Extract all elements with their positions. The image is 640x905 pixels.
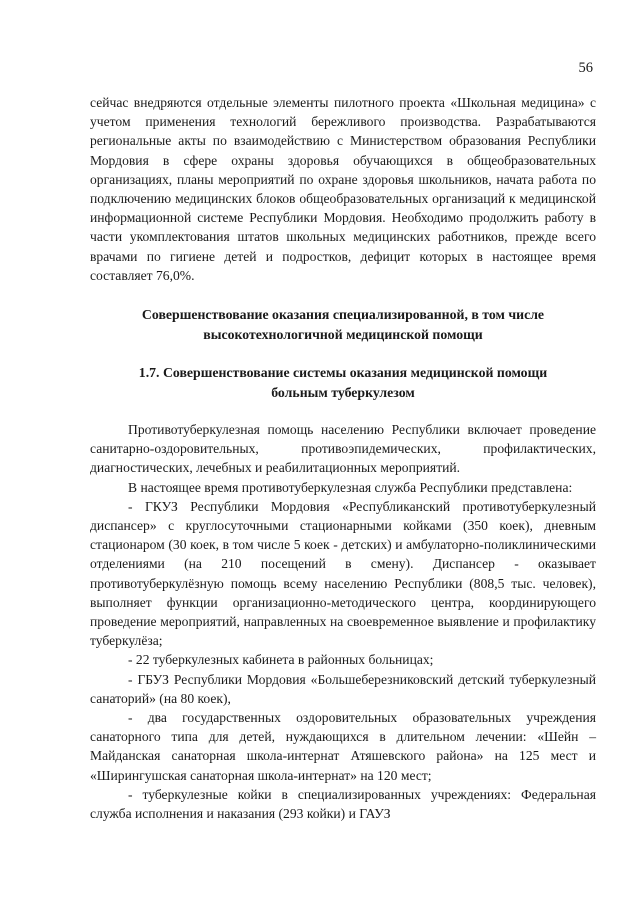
body-paragraph: Противотуберкулезная помощь населению Республики включает проведение санитарно-оздоровительных, противоэпидемических, профилактических, диагностических, лечебных и реабилитационных мероприятий. [90,422,596,476]
list-item: - ГБУЗ Республики Мордовия «Большеберезниковский детский туберкулезный санаторий» (на 80 коек), [90,671,596,706]
section-heading-line-1: Совершенствование оказания специализированной, в том числе [141,307,545,323]
page-number: 56 [578,60,593,76]
intro-paragraph: сейчас внедряются отдельные элементы пилотного проекта «Школьная медицина» с учетом применения технологий бережливого производства. Разрабатываются региональные акты по взаимодействию с Министерством образования Республики Мордовия в сфере охраны здоровья обучающихся в общеобразовательных организациях, планы мероприятий по охране здоровья школьников, начата работа по подключению медицинских блоков общеобразовательных организаций к медицинской информационной системе Республики Мордовия. Необходимо продолжить работу в части укомплектования штатов школьных медицинских работников, прежде всего врачами по гигиене детей и подростков, дефицит которых в настоящее время составляет 76,0%. [90,95,596,283]
list-item: - 22 туберкулезных кабинета в районных больницах; [128,652,434,668]
list-item: - ГКУЗ Республики Мордовия «Республиканский противотуберкулезный диспансер» с круглосуточными стационарными койками (350 коек), дневным стационаром (30 коек, в том числе 5 коек - детских) и амбулаторно-поликлиническими отделениями (на 210 посещений в смену). Диспансер - оказывает противотуберкулёзную помощь всему населению Республики (808,5 тыс. человек), выполняет функции организационно-методического центра, координирующего проведение мероприятий, направленных на своевременное выявление и профилактику туберкулёза; [90,498,596,649]
list-item: - туберкулезные койки в специализированных учреждениях: Федеральная служба исполнения и наказания (293 койки) и ГАУЗ [90,786,596,822]
subsection-heading-line-2: больным туберкулезом [271,384,415,400]
subsection-heading [90,363,596,402]
subsection-heading-line-1: 1.7. Совершенствование системы оказания медицинской помощи [138,365,548,381]
list-item: - два государственных оздоровительных образовательных учреждения санаторного типа для детей, нуждающихся в длительном лечении: «Шейн – Майданская санаторная школа-интернат Атяшевского района» на 125 мест и «Ширингушская санаторная школа-интернат» на 120 мест; [90,710,596,783]
page-content [90,93,596,823]
section-heading-line-2: высокотехнологичной медицинской помощи [203,326,483,342]
body-paragraph: В настоящее время противотуберкулезная служба Республики представлена: [128,479,573,495]
section-heading [90,305,596,344]
